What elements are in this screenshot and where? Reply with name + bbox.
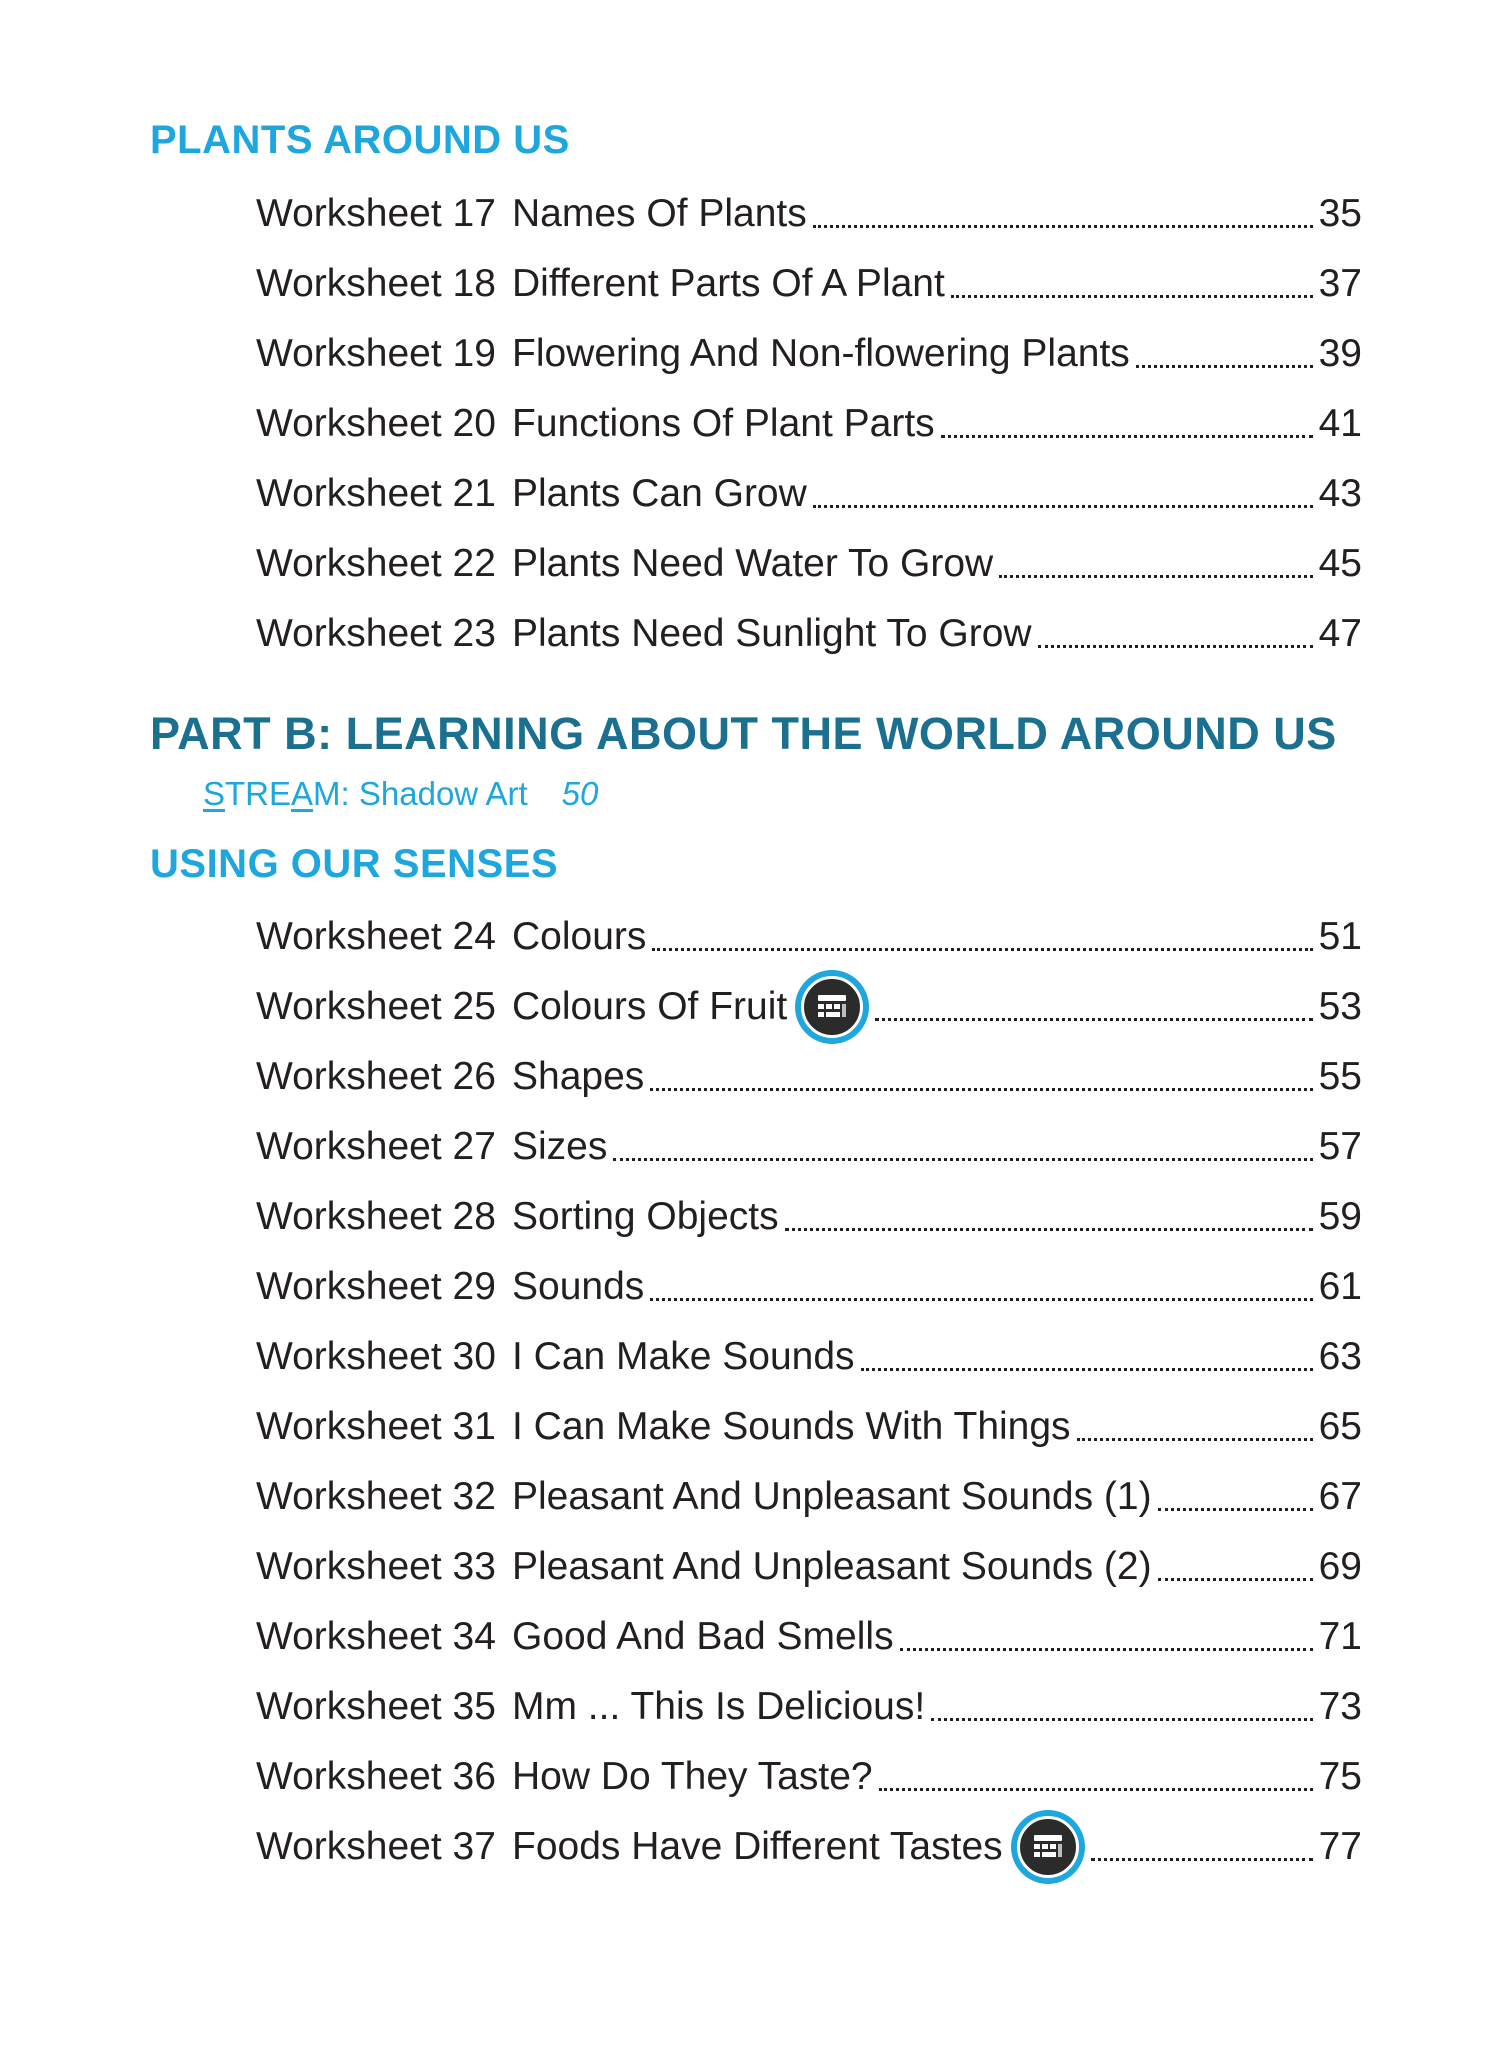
worksheet-title: Pleasant And Unpleasant Sounds (1) — [512, 1475, 1152, 1518]
worksheet-number: Worksheet 18 — [256, 262, 496, 305]
stream-letter-a: A — [291, 775, 314, 812]
page-number: 65 — [1318, 1405, 1362, 1448]
stream-letters-tre: TRE — [225, 775, 292, 812]
toc-row[interactable] — [256, 1609, 1362, 1665]
worksheet-title: Plants Need Sunlight To Grow — [512, 612, 1032, 655]
worksheet-title: Colours — [512, 915, 647, 958]
toc-row[interactable] — [256, 396, 1362, 452]
toc-row[interactable] — [256, 536, 1362, 592]
page-number: 75 — [1318, 1755, 1362, 1798]
stream-label: : Shadow Art — [340, 775, 528, 812]
page-number: 43 — [1318, 472, 1362, 515]
page-number: 55 — [1318, 1055, 1362, 1098]
dot-leader — [941, 435, 1313, 438]
page-number: 61 — [1318, 1265, 1362, 1308]
stream-letter-m: M — [313, 775, 341, 812]
toc-row[interactable] — [256, 256, 1362, 312]
page-number: 59 — [1318, 1195, 1362, 1238]
toc-row[interactable] — [256, 1539, 1362, 1595]
keyboard-glyph-icon — [1031, 1830, 1065, 1864]
page-number: 71 — [1318, 1615, 1362, 1658]
page-number: 41 — [1318, 402, 1362, 445]
toc-row[interactable] — [256, 1119, 1362, 1175]
worksheet-title: Flowering And Non-flowering Plants — [512, 332, 1130, 375]
worksheet-number: Worksheet 25 — [256, 985, 496, 1028]
worksheet-number: Worksheet 20 — [256, 402, 496, 445]
page-number: 77 — [1318, 1825, 1362, 1868]
stream-page-number: 50 — [561, 775, 599, 812]
page-number: 39 — [1318, 332, 1362, 375]
worksheet-number: Worksheet 32 — [256, 1475, 496, 1518]
worksheet-number: Worksheet 34 — [256, 1615, 496, 1658]
worksheet-number: Worksheet 24 — [256, 915, 496, 958]
dot-leader — [1158, 1508, 1313, 1511]
dot-leader — [951, 295, 1313, 298]
dot-leader — [861, 1368, 1313, 1371]
toc-row[interactable] — [256, 1189, 1362, 1245]
worksheet-number: Worksheet 17 — [256, 192, 496, 235]
keyboard-glyph-icon — [815, 990, 849, 1024]
page-number: 45 — [1318, 542, 1362, 585]
page-number: 63 — [1318, 1335, 1362, 1378]
dot-leader — [813, 505, 1313, 508]
dot-leader — [650, 1088, 1312, 1091]
dot-leader — [879, 1788, 1313, 1791]
worksheet-number: Worksheet 21 — [256, 472, 496, 515]
worksheet-number: Worksheet 27 — [256, 1125, 496, 1168]
worksheet-title: Foods Have Different Tastes — [512, 1825, 1003, 1868]
worksheet-title: Plants Can Grow — [512, 472, 807, 515]
worksheet-title: Colours Of Fruit — [512, 985, 788, 1028]
worksheet-title: Plants Need Water To Grow — [512, 542, 994, 585]
worksheet-title: Functions Of Plant Parts — [512, 402, 935, 445]
toc-row[interactable] — [256, 1819, 1362, 1875]
dot-leader — [650, 1298, 1312, 1301]
worksheet-title: Pleasant And Unpleasant Sounds (2) — [512, 1545, 1152, 1588]
worksheet-title: How Do They Taste? — [512, 1755, 873, 1798]
worksheet-title: Shapes — [512, 1055, 645, 1098]
toc-row[interactable] — [256, 466, 1362, 522]
toc-row[interactable] — [256, 1469, 1362, 1525]
dot-leader — [813, 225, 1313, 228]
digital-resource-icon[interactable] — [1011, 1810, 1085, 1884]
toc-row[interactable] — [256, 909, 1362, 965]
page-number: 57 — [1318, 1125, 1362, 1168]
page-number: 73 — [1318, 1685, 1362, 1728]
stream-activity-link[interactable] — [203, 775, 598, 813]
page-number: 47 — [1318, 612, 1362, 655]
dot-leader — [1077, 1438, 1313, 1441]
worksheet-title: Sizes — [512, 1125, 608, 1168]
worksheet-title: Names Of Plants — [512, 192, 807, 235]
dot-leader — [1136, 365, 1313, 368]
worksheet-number: Worksheet 33 — [256, 1545, 496, 1588]
toc-row[interactable] — [256, 606, 1362, 662]
toc-row[interactable] — [256, 1049, 1362, 1105]
toc-row[interactable] — [256, 1259, 1362, 1315]
toc-row[interactable] — [256, 186, 1362, 242]
worksheet-number: Worksheet 37 — [256, 1825, 496, 1868]
dot-leader — [931, 1718, 1312, 1721]
dot-leader — [785, 1228, 1313, 1231]
dot-leader — [1158, 1578, 1313, 1581]
keyboard-icon — [801, 976, 863, 1038]
worksheet-title: I Can Make Sounds — [512, 1335, 855, 1378]
worksheet-number: Worksheet 30 — [256, 1335, 496, 1378]
page-number: 37 — [1318, 262, 1362, 305]
page-number: 53 — [1318, 985, 1362, 1028]
dot-leader — [875, 1018, 1312, 1021]
toc-row[interactable] — [256, 1329, 1362, 1385]
stream-letter-s: S — [203, 775, 226, 812]
worksheet-number: Worksheet 35 — [256, 1685, 496, 1728]
worksheet-title: Different Parts Of A Plant — [512, 262, 945, 305]
worksheet-title: I Can Make Sounds With Things — [512, 1405, 1071, 1448]
worksheet-number: Worksheet 26 — [256, 1055, 496, 1098]
worksheet-number: Worksheet 29 — [256, 1265, 496, 1308]
digital-resource-icon[interactable] — [795, 970, 869, 1044]
worksheet-title: Good And Bad Smells — [512, 1615, 894, 1658]
dot-leader — [613, 1158, 1312, 1161]
worksheet-number: Worksheet 31 — [256, 1405, 496, 1448]
worksheet-number: Worksheet 22 — [256, 542, 496, 585]
page-number: 69 — [1318, 1545, 1362, 1588]
dot-leader — [1091, 1858, 1313, 1861]
toc-row[interactable] — [256, 326, 1362, 382]
dot-leader — [999, 575, 1312, 578]
section-title-plants: PLANTS AROUND US — [150, 118, 570, 162]
page-number: 51 — [1318, 915, 1362, 958]
dot-leader — [652, 948, 1312, 951]
page-number: 35 — [1318, 192, 1362, 235]
dot-leader — [1038, 645, 1313, 648]
worksheet-number: Worksheet 36 — [256, 1755, 496, 1798]
toc-row[interactable] — [256, 1749, 1362, 1805]
worksheet-title: Sorting Objects — [512, 1195, 779, 1238]
worksheet-number: Worksheet 28 — [256, 1195, 496, 1238]
toc-row[interactable] — [256, 1679, 1362, 1735]
worksheet-number: Worksheet 19 — [256, 332, 496, 375]
worksheet-number: Worksheet 23 — [256, 612, 496, 655]
section-title-part-b: PART B: LEARNING ABOUT THE WORLD AROUND US — [150, 708, 1337, 759]
toc-row[interactable] — [256, 1399, 1362, 1455]
keyboard-icon — [1017, 1816, 1079, 1878]
dot-leader — [900, 1648, 1313, 1651]
worksheet-title: Sounds — [512, 1265, 645, 1308]
toc-row[interactable] — [256, 979, 1362, 1035]
page-number: 67 — [1318, 1475, 1362, 1518]
worksheet-title: Mm ... This Is Delicious! — [512, 1685, 926, 1728]
section-title-senses: USING OUR SENSES — [150, 842, 559, 886]
